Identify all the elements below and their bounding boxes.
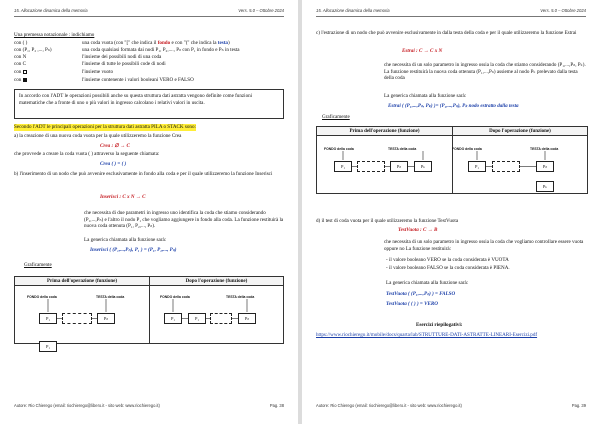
extracted-node-pk: Pₖ	[536, 181, 554, 192]
header-version: Vers. 5.0 – Ottobre 2024	[238, 8, 284, 13]
op-d-item-1: - il valore booleano FALSO se la coda considerata è PIENA.	[386, 265, 510, 271]
notation-sym-5: con	[14, 77, 27, 84]
queue-node-p1: P₁	[39, 313, 57, 324]
notation-desc-2: l'insieme dei possibili nodi di una coda	[82, 54, 162, 60]
queue-node-pn-r-after: Pₙ	[536, 161, 554, 172]
op-c-signature: Estrai : C → C x N	[402, 48, 443, 54]
testa-label-r-after: TESTA della coda	[530, 147, 559, 151]
op-c-text: c) l'estrazione di un nodo che può avvenire esclusivamente in dalla testa della coda e per il quale utilizzeremo la funzione Estrai	[316, 30, 577, 36]
exercises-link-container	[316, 332, 588, 339]
notation-sym-1: con (P₁, P₂ ,..., Pₙ)	[14, 47, 52, 53]
notation-desc-0: una coda vuota (con "[" che indica il fondo e con "(" che indica la testa)	[82, 40, 230, 46]
exercises-title: Esercizi riepilogativi:	[416, 322, 463, 328]
op-b-text: b) l'inserimento di un nodo che può avvenire esclusivamente in fondo alla coda e per il quale utilizzeremo la funzione Inserisci	[14, 171, 273, 177]
intro-box: In accordo con l'ADT le operazioni possibili anche su questa struttura dati astratta vengono definite come funzioni matematiche che a fronte di uno o più valori in ingresso calcolano i relativi valori in uscita.	[14, 89, 284, 119]
fondo-label-r-after: FONDO della coda	[452, 147, 482, 151]
op-d-signature: TestVuota : C → B	[398, 227, 438, 233]
left-page	[0, 0, 298, 424]
op-a-signature: Crea : ∅ → C	[100, 143, 130, 149]
op-c-description: che necessita di un solo parametro in ingresso ossia la coda che stiamo considerando (P₁,...,Pₙ, Pₖ). La funzione restituirà la nuova coda ottenuta (P₁,...,Pₙ) assieme al nodo Pₖ prelevato dalla testa della coda	[384, 62, 586, 82]
testa-label: TESTA della coda	[96, 295, 125, 299]
op-c-generic: La generica chiamata alla funzione sarà:	[384, 93, 467, 99]
op-b-description: che necessita di due parametri in ingresso uno identifica la coda che stiamo considerando (P₁,...,Pₙ) e l'altro il nodo P₁ che vogliamo aggiungere in fondo alla coda. La funzione restituirà la nuova coda ottenuta (P₁, P₂,..., Pₙ).	[84, 210, 284, 230]
after-header-right: Dopo l'operazione (funzione)	[453, 127, 588, 136]
notation-desc-5: l'insieme contenente i valori booleani VERO e FALSO	[82, 77, 194, 83]
right-diagram-arrows	[302, 0, 600, 424]
before-header-right: Prima dell'operazione (funzione)	[317, 127, 453, 136]
queue-node-p2-after: P₁	[188, 313, 206, 324]
queue-node-pn: Pₙ	[97, 313, 115, 324]
fondo-label-after: FONDO della coda	[160, 295, 190, 299]
op-a-text: a) la creazione di una nuova coda vuota per la quale utilizzeremo la funzione Crea	[14, 133, 182, 139]
testa-label-r: TESTA della coda	[388, 147, 417, 151]
notation-sym-3: con C	[14, 61, 27, 67]
op-a-after: che provvede a creare la coda vuota ( ) attraverso la seguente chiamata:	[14, 151, 160, 157]
header-version-right: Vers. 5.0 – Ottobre 2024	[540, 8, 586, 13]
notation-title: Una premessa notazionale : indichiamo	[14, 32, 95, 38]
fondo-label-r: FONDO della coda	[324, 147, 354, 151]
graphically-label-right: Graficamente	[322, 114, 350, 120]
queue-node-p1-after: P₁	[164, 313, 182, 324]
queue-node-pn-after: Pₙ	[238, 313, 256, 324]
notation-sym-2: con N	[14, 54, 27, 60]
footer-author: Autore: Rio Chierego (email: riochierego@libero.it - sito web: www.riochierego.it)	[14, 403, 160, 408]
op-d-text: d) il test di coda vuota per il quale utilizzeremo la funzione TestVuota	[316, 218, 459, 224]
notation-sym-0: con ( )	[14, 40, 28, 46]
footer-author-right: Autore: Rio Chierego (email: riochierego@libero.it - sito web: www.riochierego.it)	[316, 403, 462, 408]
page-number-left: Pag. 38	[269, 403, 284, 408]
right-page	[302, 0, 600, 424]
header-title-right: 15. Allocazione dinamica della memoria	[316, 8, 390, 13]
notation-sym-4: con	[14, 69, 27, 76]
op-d-call-0: TestVuota ( (P₁,...,Pₙ) ) = FALSO	[386, 291, 456, 297]
header-title: 15. Allocazione dinamica della memoria	[14, 8, 88, 13]
queue-node-pk-r: Pₖ	[414, 161, 432, 172]
queue-node-p1-r: P₁	[334, 161, 352, 172]
page-number-right: Pag. 39	[571, 403, 586, 408]
op-c-call: Estrai ( (P₁,...,Pₙ, Pₖ) )= (P₁,...,Pₙ), Pₖ nodo estratto dalla testa	[388, 103, 519, 109]
graphically-label: Graficamente	[24, 262, 52, 268]
queue-node-p1-r-after: P₁	[468, 161, 486, 172]
notation-desc-3: l'insieme di tutte le possibili code di nodi	[82, 61, 166, 67]
after-header: Dopo l'operazione (funzione)	[150, 277, 284, 286]
op-b-call: Inserisci ( (P₁,...,Pₙ), P₁ ) = (P₁, P₂,..., Pₙ)	[90, 247, 177, 253]
operations-highlight: Secondo l'ADT le principali operazioni per la struttura dati astratta PILA o STACK sono:	[14, 124, 196, 130]
queue-node-pn-r: Pₙ	[390, 161, 408, 172]
op-d-description: che necessita di un solo parametro in ingresso ossia la coda che vogliamo controllare essere vuota oppure no La funzione restituirà:	[384, 239, 584, 252]
op-d-item-0: - il valore booleano VERO se la coda considerata è VUOTA	[386, 257, 509, 263]
op-b-signature: Inserisci : C x N → C	[100, 194, 146, 200]
notation-desc-1: una coda qualsiasi formata dai nodi P₁, P₂,...., Pₙ con P₁ in fondo e Pₙ in testa	[82, 47, 240, 53]
before-header: Prima dell'operazione (funzione)	[15, 277, 150, 286]
fondo-label: FONDO della coda	[27, 295, 57, 299]
op-a-call: Crea ( ) = ( )	[100, 161, 127, 167]
op-d-generic: La generica chiamata alla funzione sarà:	[386, 280, 469, 286]
testa-label-after: TESTA della coda	[226, 295, 255, 299]
op-b-generic: La generica chiamata alla funzione sarà:	[84, 237, 167, 243]
left-diagram-arrows	[0, 0, 298, 424]
notation-desc-4: l'insieme vuoto	[82, 69, 114, 75]
new-node-p1: P₁	[39, 341, 57, 352]
op-d-call-1: TestVuota ( ( ) ) = VERO	[386, 301, 438, 307]
exercises-link[interactable]: https://www.riochierego.it/mobile/docs/quarta/lab/STRUTTURE-DATI-ASTRATTE-LINEARI-Esercizi.pdf	[316, 332, 538, 338]
